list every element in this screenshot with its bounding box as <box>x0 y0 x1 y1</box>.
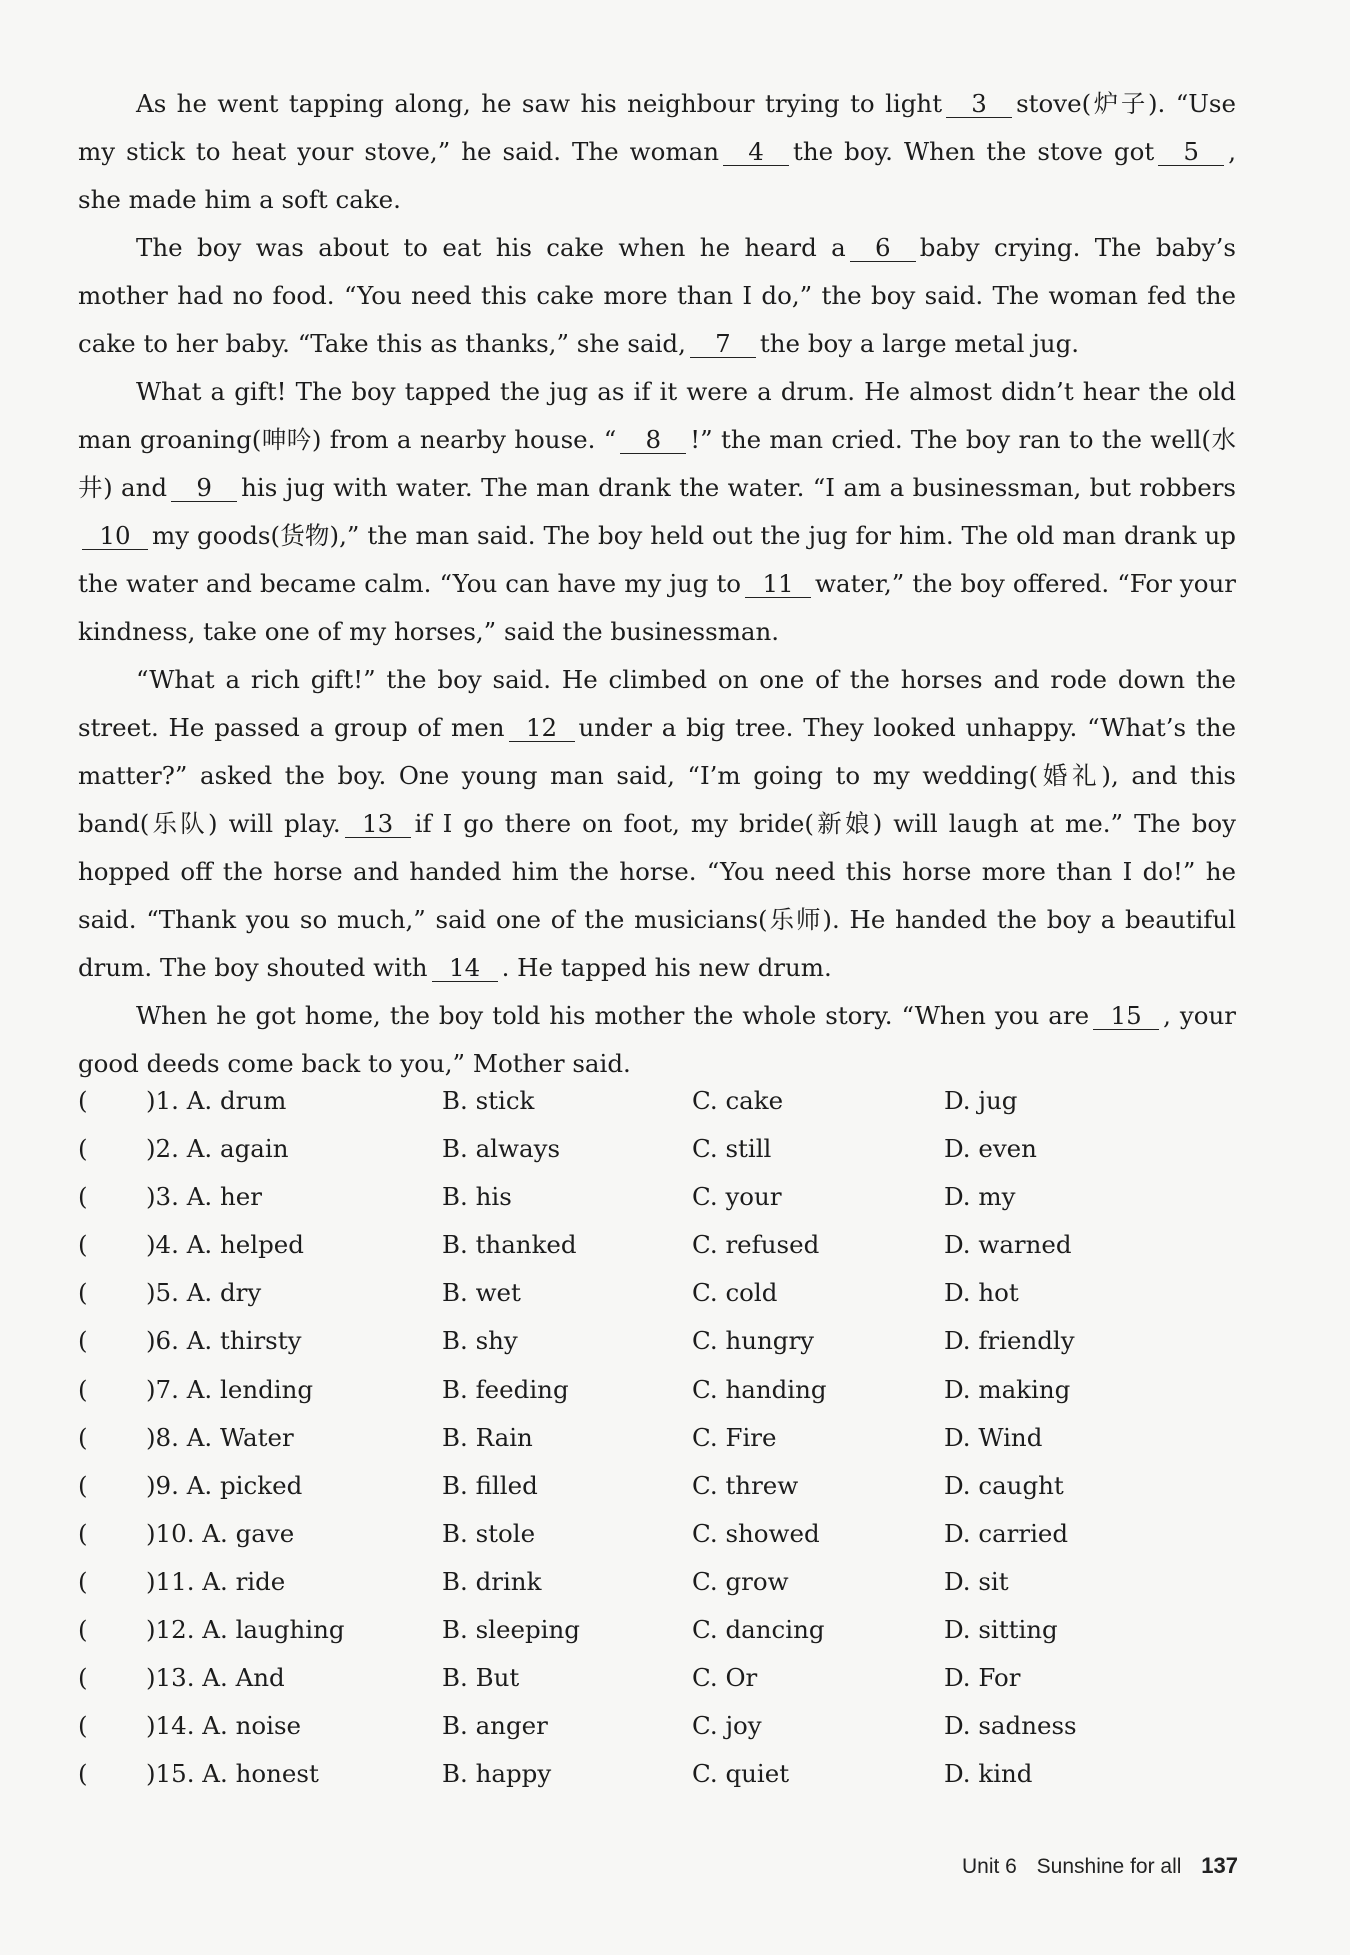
option-a: )4. A. helped <box>146 1230 304 1260</box>
option-d: D. sadness <box>944 1711 1077 1741</box>
blank-9: 9 <box>171 475 237 502</box>
option-b: B. filled <box>442 1470 538 1500</box>
option-d: D. For <box>944 1663 1021 1693</box>
passage-text: stove(炉子). “Use my stick to heat your stove,” he said. The woman <box>78 89 1236 166</box>
answer-paren[interactable]: ( <box>78 1134 88 1164</box>
answer-paren[interactable]: ( <box>78 1278 88 1308</box>
option-d: D. friendly <box>944 1326 1075 1356</box>
blank-8: 8 <box>620 427 686 454</box>
passage-text: my goods(货物),” the man said. The boy held out the jug for him. The old man drank up the water and became calm. “You can have my jug to <box>78 521 1236 598</box>
option-d: D. sit <box>944 1566 1009 1596</box>
passage-text: baby crying. The baby’s mother had no food. “You need this cake more than I do,” the boy said. The woman fed the cake to her baby. “Take this as thanks,” she said, <box>78 233 1236 358</box>
option-b: B. But <box>442 1663 520 1693</box>
passage-text: the boy. When the stove got <box>793 137 1155 166</box>
question-row <box>78 1471 1258 1519</box>
unit-label: Unit 6 <box>961 1855 1017 1878</box>
question-row <box>78 1326 1258 1374</box>
option-c: C. cold <box>692 1278 778 1308</box>
option-c: C. cake <box>692 1086 784 1115</box>
question-row <box>78 1711 1258 1759</box>
blank-12: 12 <box>509 715 575 742</box>
option-b: B. always <box>442 1134 561 1164</box>
passage-text: water,” the boy offered. “For your kindness, take one of my horses,” said the businessman. <box>78 569 1236 646</box>
paragraph-5 <box>78 992 1236 1088</box>
answer-paren[interactable]: ( <box>78 1422 88 1452</box>
option-c: C. grow <box>692 1566 789 1596</box>
blank-7: 7 <box>690 331 756 358</box>
question-row <box>78 1182 1258 1230</box>
option-c: C. handing <box>692 1374 827 1404</box>
option-d: D. warned <box>944 1230 1072 1260</box>
answer-paren[interactable]: ( <box>78 1374 88 1404</box>
option-d: D. kind <box>944 1759 1033 1789</box>
option-d: D. jug <box>944 1086 1018 1115</box>
option-a: )8. A. Water <box>146 1422 294 1452</box>
cloze-passage <box>78 80 1236 1088</box>
question-row <box>78 1615 1258 1663</box>
passage-text: , your good deeds come back to you,” Mother said. <box>78 1001 1236 1078</box>
passage-text: As he went tapping along, he saw his neighbour trying to light <box>136 89 943 118</box>
question-row <box>78 1375 1258 1423</box>
option-b: B. anger <box>442 1711 548 1741</box>
question-row <box>78 1759 1258 1807</box>
option-d: D. making <box>944 1374 1071 1404</box>
blank-6: 6 <box>850 235 916 262</box>
answer-paren[interactable]: ( <box>78 1230 88 1260</box>
answer-paren[interactable]: ( <box>78 1470 88 1500</box>
option-b: B. drink <box>442 1566 542 1596</box>
page-footer <box>948 1853 1238 1879</box>
option-a: )13. A. And <box>146 1663 285 1693</box>
passage-text: his jug with water. The man drank the water. “I am a businessman, but robbers <box>241 473 1236 502</box>
question-row <box>78 1663 1258 1711</box>
option-d: D. carried <box>944 1518 1069 1548</box>
option-c: C. quiet <box>692 1759 790 1789</box>
blank-4: 4 <box>723 139 789 166</box>
option-a: )2. A. again <box>146 1134 289 1164</box>
option-d: D. my <box>944 1182 1016 1212</box>
option-c: C. refused <box>692 1230 820 1260</box>
passage-text: , she made him a soft cake. <box>78 137 1236 214</box>
option-b: B. his <box>442 1182 512 1212</box>
option-c: C. still <box>692 1134 772 1164</box>
passage-text: . He tapped his new drum. <box>501 953 832 982</box>
option-b: B. stole <box>442 1518 536 1548</box>
option-d: D. even <box>944 1134 1037 1164</box>
answer-paren[interactable]: ( <box>78 1086 88 1115</box>
passage-text: under a big tree. They looked unhappy. “What’s the matter?” asked the boy. One young man said, “I’m going to my wedding(婚礼), and this band(乐队) will play. <box>78 713 1236 838</box>
option-a: )3. A. her <box>146 1182 262 1212</box>
option-a: )10. A. gave <box>146 1518 295 1548</box>
paragraph-1 <box>78 80 1236 224</box>
option-c: C. dancing <box>692 1615 825 1645</box>
option-c: C. your <box>692 1182 782 1212</box>
question-row <box>78 1519 1258 1567</box>
option-b: B. shy <box>442 1326 518 1356</box>
option-a: )1. A. drum <box>146 1086 287 1115</box>
option-b: B. sleeping <box>442 1615 580 1645</box>
answer-paren[interactable]: ( <box>78 1663 88 1693</box>
question-row <box>78 1567 1258 1615</box>
passage-text: “What a rich gift!” the boy said. He climbed on one of the horses and rode down the street. He passed a group of men <box>78 665 1236 742</box>
passage-text: The boy was about to eat his cake when he heard a <box>136 233 846 262</box>
blank-10: 10 <box>82 523 148 550</box>
option-d: D. Wind <box>944 1422 1043 1452</box>
paragraph-4 <box>78 656 1236 992</box>
passage-text: When he got home, the boy told his mother the whole story. “When you are <box>136 1001 1090 1030</box>
option-c: C. showed <box>692 1518 820 1548</box>
option-d: D. caught <box>944 1470 1064 1500</box>
answer-paren[interactable]: ( <box>78 1759 88 1789</box>
blank-11: 11 <box>745 571 811 598</box>
question-row <box>78 1230 1258 1278</box>
paragraph-2 <box>78 224 1236 368</box>
option-a: )14. A. noise <box>146 1711 302 1741</box>
passage-text: !” the man cried. The boy ran to the well(水井) and <box>78 425 1236 502</box>
blank-15: 15 <box>1093 1003 1159 1030</box>
answer-paren[interactable]: ( <box>78 1566 88 1596</box>
unit-title: Sunshine for all <box>1036 1855 1182 1878</box>
question-row <box>78 1278 1258 1326</box>
option-a: )7. A. lending <box>146 1374 314 1404</box>
option-c: C. Fire <box>692 1422 777 1452</box>
answer-paren[interactable]: ( <box>78 1711 88 1741</box>
option-b: B. stick <box>442 1086 535 1115</box>
option-a: )15. A. honest <box>146 1759 319 1789</box>
option-a: )12. A. laughing <box>146 1615 345 1645</box>
option-b: B. happy <box>442 1759 552 1789</box>
option-a: )11. A. ride <box>146 1566 286 1596</box>
answer-paren[interactable]: ( <box>78 1518 88 1548</box>
option-b: B. thanked <box>442 1230 577 1260</box>
option-d: D. hot <box>944 1278 1019 1308</box>
passage-text: What a gift! The boy tapped the jug as if it were a drum. He almost didn’t hear the old man groaning(呻吟) from a nearby house. “ <box>78 377 1236 454</box>
question-row <box>78 1134 1258 1182</box>
paragraph-3 <box>78 368 1236 656</box>
answer-paren[interactable]: ( <box>78 1615 88 1645</box>
option-c: C. hungry <box>692 1326 815 1356</box>
option-b: B. wet <box>442 1278 521 1308</box>
passage-text: the boy a large metal jug. <box>759 329 1080 358</box>
option-c: C. Or <box>692 1663 758 1693</box>
passage-text: if I go there on foot, my bride(新娘) will laugh at me.” The boy hopped off the horse and handed him the horse. “You need this horse more than I do!” he said. “Thank you so much,” said one of the musicians(乐师). He handed the boy a beautiful drum. The boy shouted with <box>78 809 1236 982</box>
answer-paren[interactable]: ( <box>78 1182 88 1212</box>
option-a: )9. A. picked <box>146 1470 303 1500</box>
option-c: C. threw <box>692 1470 799 1500</box>
option-b: B. feeding <box>442 1374 569 1404</box>
option-a: )5. A. dry <box>146 1278 262 1308</box>
option-b: B. Rain <box>442 1422 533 1452</box>
blank-5: 5 <box>1158 139 1224 166</box>
option-c: C. joy <box>692 1711 762 1741</box>
question-row <box>78 1086 1258 1134</box>
blank-13: 13 <box>345 811 411 838</box>
page-number: 137 <box>1201 1853 1238 1878</box>
blank-3: 3 <box>946 91 1012 118</box>
answer-paren[interactable]: ( <box>78 1326 88 1356</box>
option-a: )6. A. thirsty <box>146 1326 302 1356</box>
question-row <box>78 1423 1258 1471</box>
answer-options <box>78 1086 1258 1807</box>
option-d: D. sitting <box>944 1615 1058 1645</box>
blank-14: 14 <box>432 955 498 982</box>
